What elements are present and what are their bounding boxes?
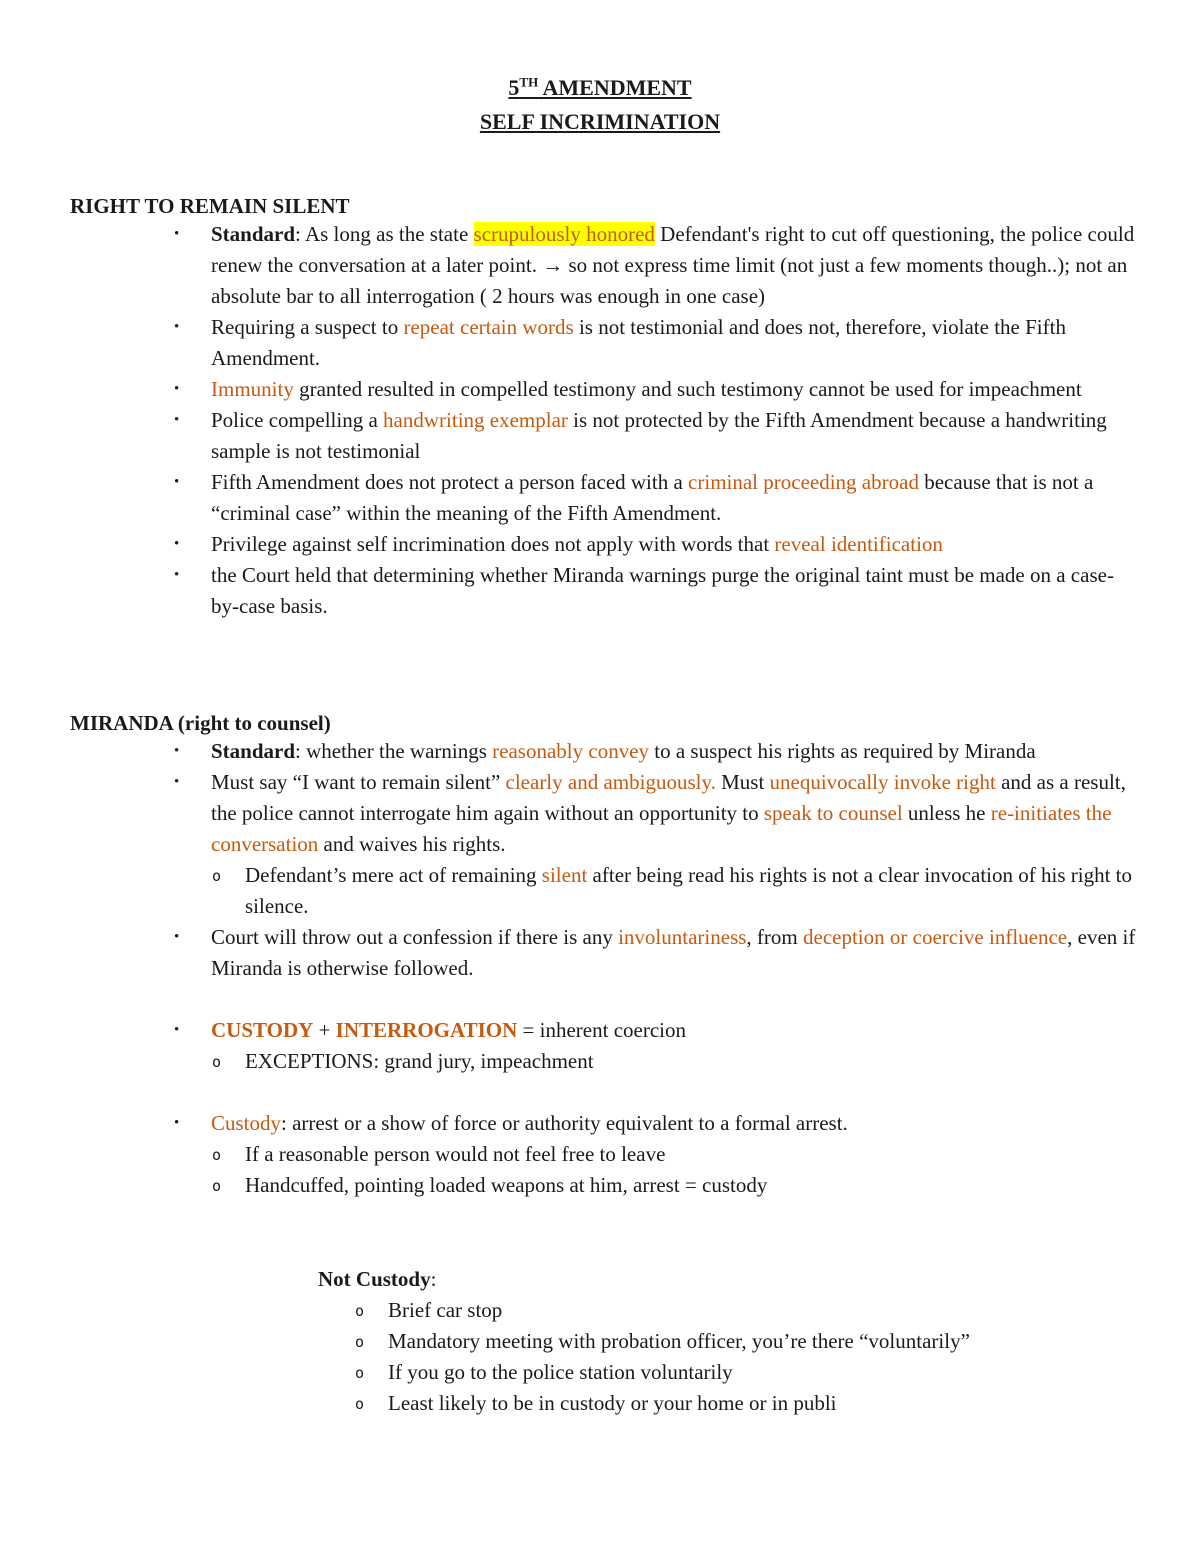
text: Privilege against self incrimination does not apply with words that xyxy=(211,532,775,556)
text: Defendant’s mere act of remaining xyxy=(245,863,542,887)
keyword: speak to counsel xyxy=(763,801,903,825)
text: , from xyxy=(746,925,803,949)
text: granted resulted in compelled testimony and such testimony cannot be used for impeachment xyxy=(293,377,1082,401)
text: so not express time limit (not just a few moments though..); not an absolute bar to all interrogation ( 2 hours was enough in one case) xyxy=(211,253,1128,308)
section-heading-right-to-remain-silent: RIGHT TO REMAIN SILENT xyxy=(70,194,350,218)
list-item xyxy=(211,767,1141,922)
list-item xyxy=(211,1015,1141,1077)
list-item xyxy=(211,736,1141,767)
text: Fifth Amendment does not protect a person faced with a xyxy=(211,470,689,494)
keyword: Custody xyxy=(211,1111,282,1135)
text: = inherent coercion xyxy=(517,1018,686,1042)
list-item: o Least likely to be in custody or your home or in publi xyxy=(388,1388,1148,1419)
sub-list xyxy=(174,860,1141,922)
text: because that is not a “criminal case” within the meaning of the Fifth Amendment. xyxy=(211,470,1094,525)
text: Requiring a suspect to xyxy=(211,315,404,339)
text: : whether the warnings xyxy=(295,739,493,763)
text: Defendant's right to cut off questioning, the police could renew the conversation at a later point. xyxy=(211,222,1135,277)
keyword-interrogation: INTERROGATION xyxy=(335,1018,518,1042)
title-line1: AMENDMENT xyxy=(538,75,692,100)
list-item xyxy=(211,312,1141,374)
text: Police compelling a xyxy=(211,408,384,432)
text: Must say “I want to remain silent” xyxy=(211,770,506,794)
label-text: Not Custody xyxy=(318,1267,431,1291)
keyword: deception or coercive influence xyxy=(803,925,1068,949)
text: unless he xyxy=(902,801,991,825)
text: : As long as the state xyxy=(295,222,474,246)
colon: : xyxy=(430,1267,437,1291)
list-item xyxy=(211,1108,1141,1201)
keyword: silent xyxy=(541,863,588,887)
keyword: reveal identification xyxy=(774,532,943,556)
highlighted-text: scrupulously honored xyxy=(473,222,655,246)
text: , even if Miranda is otherwise followed. xyxy=(211,925,1136,980)
section-heading-miranda xyxy=(70,711,331,736)
list-item xyxy=(211,467,1141,529)
list-item xyxy=(211,219,1141,312)
list-item xyxy=(211,405,1141,467)
list-item: o Brief car stop xyxy=(388,1295,1148,1326)
page-subtitle: SELF INCRIMINATION xyxy=(479,109,721,134)
keyword: criminal proceeding abroad xyxy=(688,470,919,494)
text: Must xyxy=(715,770,770,794)
text: + xyxy=(313,1018,336,1042)
keyword: Immunity xyxy=(211,377,294,401)
label-standard: Standard xyxy=(211,739,296,763)
sub-list xyxy=(174,1139,1141,1201)
text: is not testimonial and does not, therefore, violate the Fifth Amendment. xyxy=(211,315,1066,370)
keyword: repeat certain words xyxy=(403,315,574,339)
section1-list xyxy=(211,219,1141,622)
not-custody-list xyxy=(388,1295,1148,1419)
title-number: 5 xyxy=(508,75,520,100)
sub-list xyxy=(174,1046,1141,1077)
text: is not protected by the Fifth Amendment because a handwriting sample is not testimonial xyxy=(211,408,1107,463)
title-superscript: TH xyxy=(519,74,539,90)
keyword: involuntariness xyxy=(618,925,747,949)
sub-list-item: o If a reasonable person would not feel free to leave xyxy=(174,1139,1141,1170)
section2-list xyxy=(211,736,1141,1201)
keyword: handwriting exemplar xyxy=(383,408,568,432)
text: to a suspect his rights as required by Miranda xyxy=(649,739,1036,763)
list-item xyxy=(211,529,1141,560)
keyword: re-initiates the conversation xyxy=(211,801,1112,856)
not-custody-label xyxy=(318,1264,436,1295)
sub-list-item: o EXCEPTIONS: grand jury, impeachment xyxy=(174,1046,1141,1077)
page-title xyxy=(0,72,1200,104)
list-item xyxy=(211,560,1141,622)
list-item: o If you go to the police station voluntarily xyxy=(388,1357,1148,1388)
keyword: unequivocally invoke right xyxy=(769,770,996,794)
heading-paren: (right to counsel) xyxy=(172,711,331,735)
list-item: o Mandatory meeting with probation officer, you’re there “voluntarily” xyxy=(388,1326,1148,1357)
arrow-right-icon: → xyxy=(542,253,564,277)
keyword: reasonably convey xyxy=(492,739,650,763)
text: and as a result, the police cannot interrogate him again without an opportunity to xyxy=(211,770,1126,825)
sub-list-item: o Handcuffed, pointing loaded weapons at him, arrest = custody xyxy=(174,1170,1141,1201)
text: after being read his rights is not a clear invocation of his right to silence. xyxy=(245,863,1132,918)
list-item xyxy=(211,374,1141,405)
text: and waives his rights. xyxy=(318,832,506,856)
text: Court will throw out a confession if there is any xyxy=(211,925,619,949)
heading-text: MIRANDA xyxy=(70,711,173,735)
sub-list-item xyxy=(174,860,1141,922)
list-item xyxy=(211,922,1141,984)
label-standard: Standard xyxy=(211,222,296,246)
text: : arrest or a show of force or authority equivalent to a formal arrest. xyxy=(281,1111,848,1135)
keyword-custody: CUSTODY xyxy=(211,1018,314,1042)
text: the Court held that determining whether Miranda warnings purge the original taint must be made on a case-by-case basis. xyxy=(211,563,1114,618)
keyword: clearly and ambiguously. xyxy=(505,770,716,794)
